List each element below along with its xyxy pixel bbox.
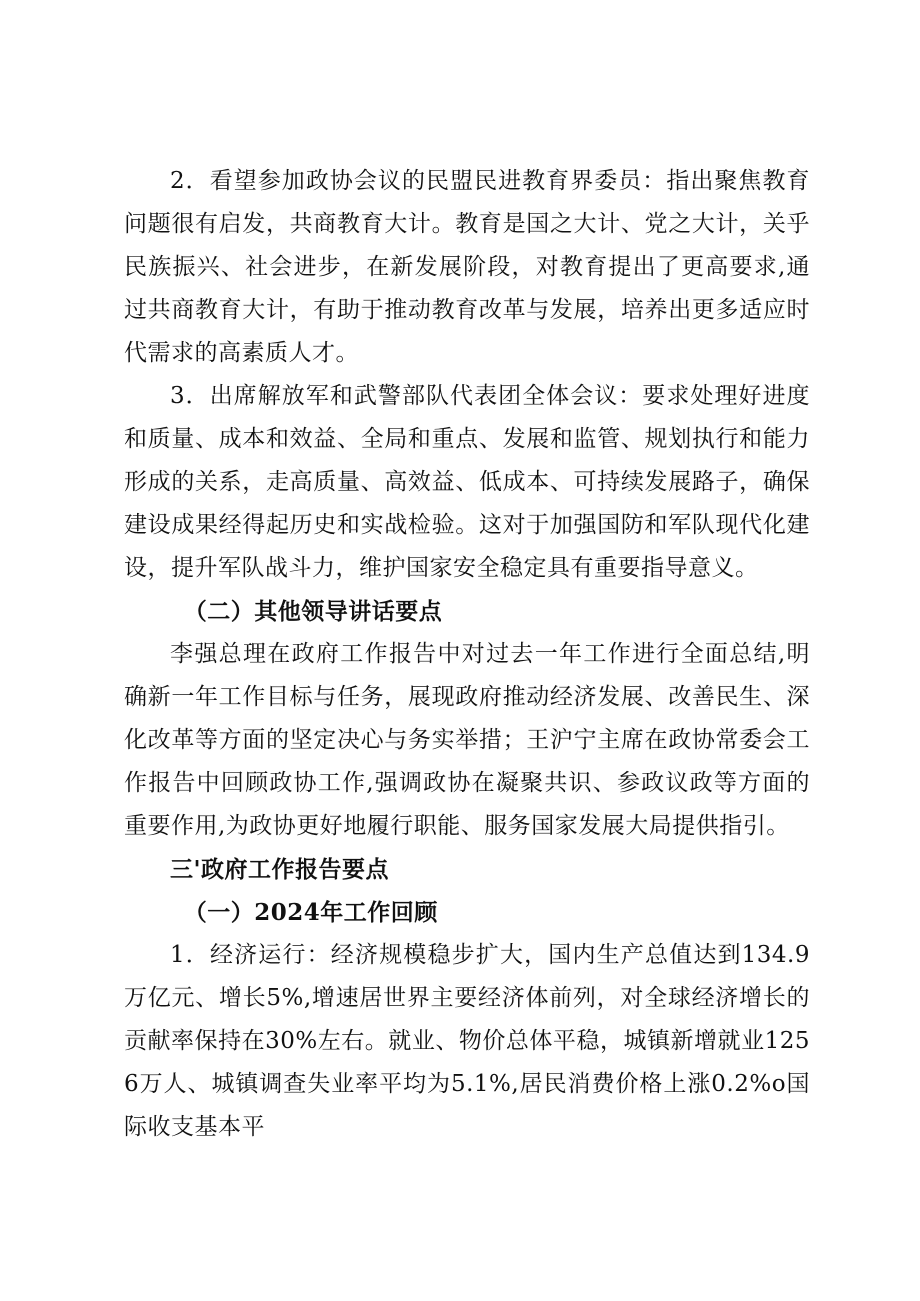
section-heading-other-leaders: （二）其他领导讲话要点 (183, 598, 443, 625)
paragraph-military-meeting: 3．出席解放军和武警部队代表团全体会议：要求处理好进度和质量、成本和效益、全局和重点、发展和监管、规划执行和能力形成的关系，走高质量、高效益、低成本、可持续发展路子，确保建设成果经得起历史和实战检验。这对于加强国防和军队现代化建设，提升军队战斗力，维护国家安全稳定具有重要指导意义。 (124, 383, 810, 581)
document-page (124, 160, 810, 1149)
paragraph-other-leaders: 李强总理在政府工作报告中对过去一年工作进行全面总结,明确新一年工作目标与任务，展现政府推动经济发展、改善民生、深化改革等方面的坚定决心与务实举措；王沪宁主席在政协常委会工作报告中回顾政协工作,强调政协在凝聚共识、参政议政等方面的重要作用,为政协更好地履行职能、服务国家发展大局提供指引。 (124, 641, 810, 839)
paragraph-education-visit: 2．看望参加政协会议的民盟民进教育界委员：指出聚焦教育问题很有启发，共商教育大计。教育是国之大计、党之大计，关乎民族振兴、社会进步，在新发展阶段，对教育提出了更高要求,通过共商教育大计，有助于推动教育改革与发展，培养出更多适应时代需求的高素质人才。 (124, 168, 810, 366)
paragraph-economic-operation: 1．经济运行：经济规模稳步扩大，国内生产总值达到134.9万亿元、增长5%,增速居世界主要经济体前列，对全球经济增长的贡献率保持在30%左右。就业、物价总体平稳，城镇新增就业1256万人、城镇调查失业率平均为5.1%,居民消费价格上涨0.2%o国际收支基本平 (124, 942, 810, 1140)
section-heading-government-report: 三'政府工作报告要点 (170, 856, 390, 883)
section-heading-2024-review: （一）2024年工作回顾 (183, 899, 438, 926)
